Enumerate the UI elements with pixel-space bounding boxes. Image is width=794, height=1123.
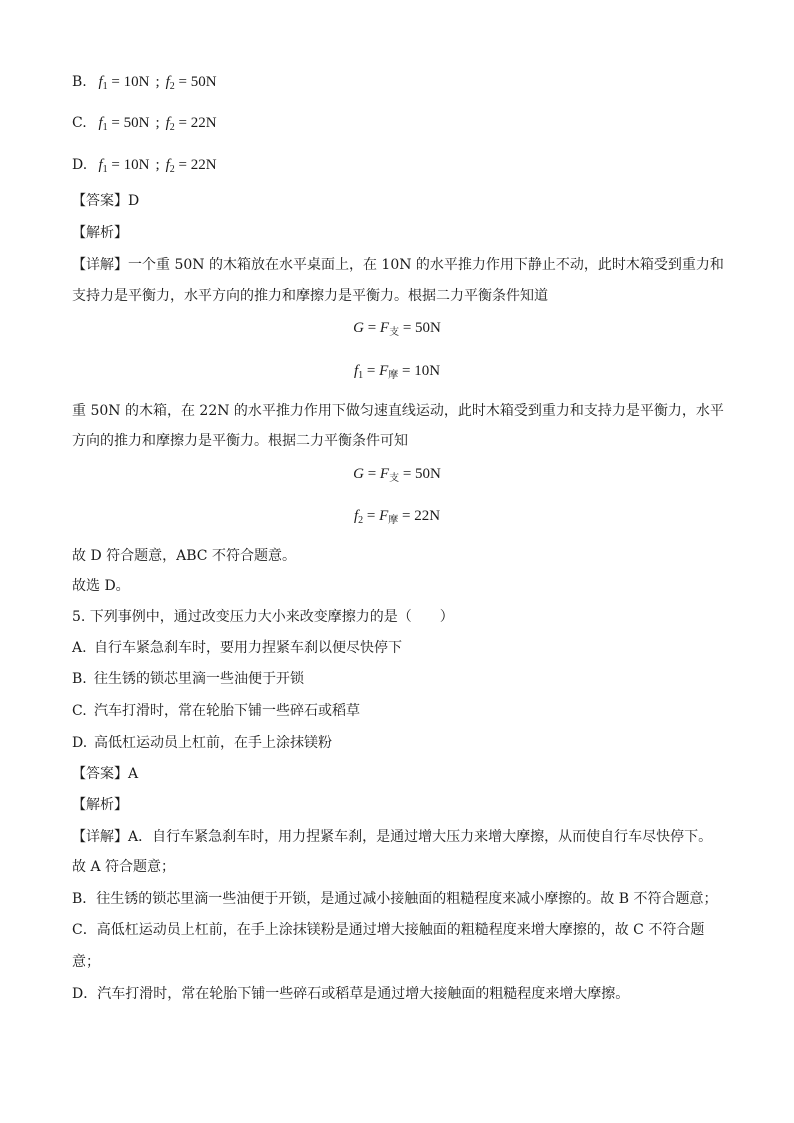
- eq-mid-sub: 摩: [388, 515, 399, 526]
- q5-option-c: [72, 701, 360, 721]
- q5-analysis-label: 【解析】: [72, 797, 128, 813]
- q4-detail-line-3: 重 50N 的木箱，在 22N 的水平推力作用下做匀速直线运动，此时木箱受到重力和支持力是平衡力，水平: [72, 403, 724, 419]
- q5-detail-b: B．往生锈的锁芯里滴一些油便于开锁，是通过减小接触面的粗糙程度来减小摩擦的。故 B 不符合题意；: [72, 891, 718, 907]
- q4-conclusion-1: 故 D 符合题意，ABC 不符合题意。: [72, 548, 296, 564]
- q5-option-d: [72, 733, 332, 753]
- eq-lhs: G: [353, 466, 364, 482]
- q5-detail-c-line-2: 意；: [72, 954, 100, 970]
- option-b-prev: [72, 72, 217, 97]
- equation-1: $G = F_支 = 50N$: [353, 320, 441, 338]
- option-text: 高低杠运动员上杠前，在手上涂抹镁粉: [94, 735, 332, 751]
- f1-value: 10N: [123, 157, 150, 173]
- answer-label: 【答案】: [72, 766, 128, 782]
- q5-detail-a-line-1: [72, 827, 712, 847]
- q4-detail-line-4: 方向的推力和摩擦力是平衡力。根据二力平衡条件可知: [72, 433, 408, 449]
- eq-lhs-sub: 2: [358, 515, 364, 526]
- detail-text: 一个重 50N 的木箱放在水平桌面上，在 10N 的水平推力作用下静止不动，此时木箱受到重力和: [128, 257, 724, 273]
- option-formula: $f_1 = 50N$ ; $f_2 = 22N$: [98, 115, 217, 133]
- f2-value: 22N: [190, 115, 217, 131]
- equation-3: $G = F_支 = 50N$: [353, 466, 441, 484]
- q5-detail-d: D．汽车打滑时，常在轮胎下铺一些碎石或稻草是通过增大接触面的粗糙程度来增大摩擦。: [72, 986, 630, 1002]
- eq-rhs: 50N: [415, 466, 441, 482]
- option-letter: B.: [72, 671, 87, 687]
- option-letter: A.: [72, 640, 87, 656]
- option-d-prev: [72, 155, 217, 180]
- eq-mid: F: [379, 363, 389, 379]
- eq-mid-sub: 摩: [388, 370, 399, 381]
- q5-detail-a-line-2: 故 A 符合题意；: [72, 859, 176, 875]
- answer-value: A: [128, 766, 139, 782]
- answer-value: D: [128, 193, 140, 209]
- eq-lhs: f: [353, 508, 359, 524]
- eq-lhs: f: [353, 363, 359, 379]
- eq-lhs-sub: 1: [358, 370, 364, 381]
- f2-value: 50N: [190, 74, 217, 90]
- eq-mid: F: [379, 508, 389, 524]
- option-text: 汽车打滑时，常在轮胎下铺一些碎石或稻草: [94, 703, 360, 719]
- option-formula: $f_1 = 10N$ ; $f_2 = 50N$: [98, 74, 217, 92]
- equation-2: $f_1 = F_摩 = 10N$: [353, 363, 441, 381]
- eq-mid-sub: 支: [389, 327, 400, 338]
- option-letter: C.: [72, 703, 87, 719]
- q4-analysis-label: 【解析】: [72, 225, 128, 241]
- detail-label: 【详解】: [72, 257, 128, 273]
- q4-conclusion-2: 故选 D。: [72, 578, 130, 594]
- q5-option-b: [72, 669, 304, 689]
- option-formula: $f_1 = 10N$ ; $f_2 = 22N$: [98, 157, 217, 175]
- detail-label: 【详解】: [72, 829, 128, 845]
- f2-value: 22N: [190, 157, 217, 173]
- f1-value: 10N: [123, 74, 150, 90]
- q4-detail-line-2: 支持力是平衡力，水平方向的推力和摩擦力是平衡力。根据二力平衡条件知道: [72, 288, 548, 304]
- eq-mid: F: [379, 466, 390, 482]
- eq-rhs: 50N: [415, 320, 441, 336]
- option-letter: B.: [72, 74, 87, 90]
- q4-answer: [72, 191, 139, 211]
- option-c-prev: [72, 113, 217, 138]
- option-letter: D.: [72, 157, 88, 173]
- detail-text: A．自行车紧急刹车时，用力捏紧车刹，是通过增大压力来增大摩擦，从而使自行车尽快停下。: [128, 829, 713, 845]
- option-letter: C.: [72, 115, 87, 131]
- equation-4: $f_2 = F_摩 = 22N$: [353, 508, 441, 526]
- option-text: 自行车紧急刹车时，要用力捏紧车刹以便尽快停下: [94, 640, 402, 656]
- eq-rhs: 10N: [414, 363, 441, 379]
- q5-detail-c-line-1: C．高低杠运动员上杠前，在手上涂抹镁粉是通过增大接触面的粗糙程度来增大摩擦的，故 C 不符合题: [72, 922, 705, 938]
- q5-stem: 5. 下列事例中，通过改变压力大小来改变摩擦力的是（ ）: [72, 609, 454, 625]
- answer-label: 【答案】: [72, 193, 128, 209]
- eq-lhs: G: [353, 320, 364, 336]
- option-letter: D.: [72, 735, 88, 751]
- q5-answer: [72, 764, 138, 784]
- option-text: 往生锈的锁芯里滴一些油便于开锁: [94, 671, 304, 687]
- f1-value: 50N: [123, 115, 150, 131]
- eq-mid-sub: 支: [389, 473, 400, 484]
- eq-rhs: 22N: [414, 508, 441, 524]
- eq-mid: F: [379, 320, 390, 336]
- q4-detail-line-1: [72, 255, 724, 275]
- q5-option-a: [72, 638, 402, 658]
